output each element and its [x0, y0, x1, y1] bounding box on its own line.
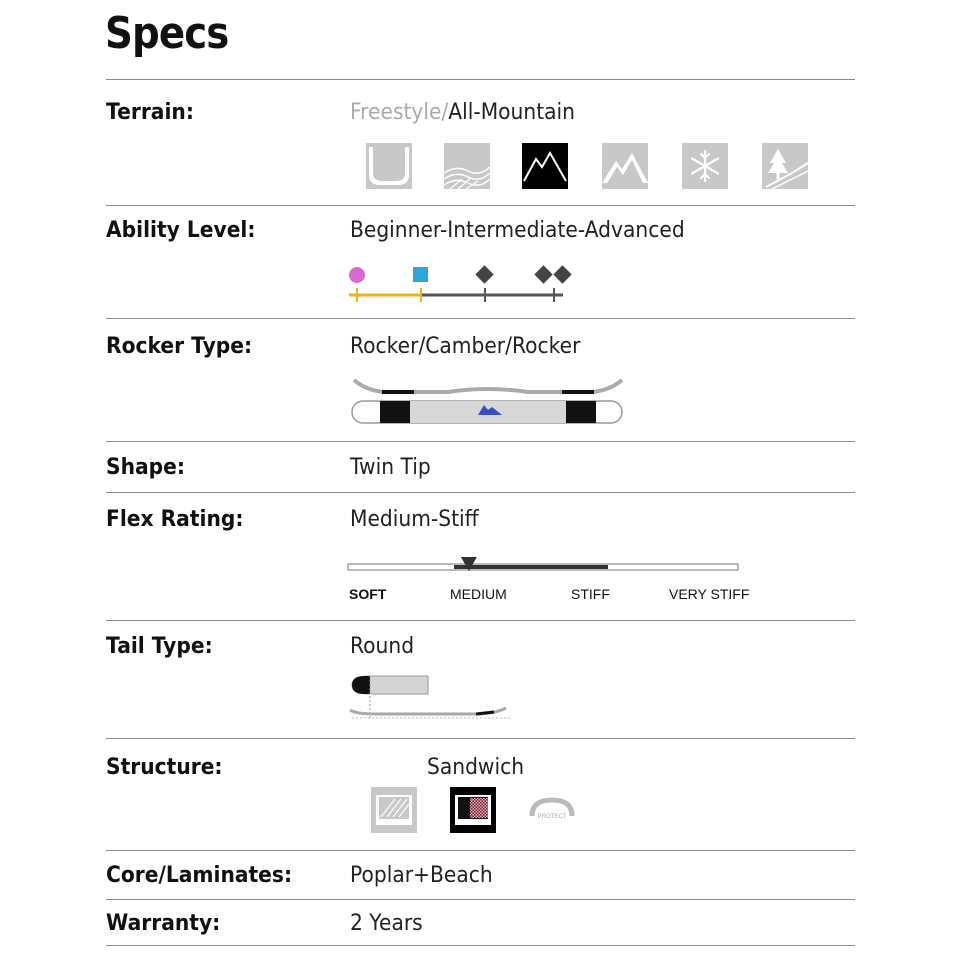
- divider: [106, 79, 855, 80]
- flex-scale-label-soft: SOFT: [349, 586, 387, 602]
- beginner-circle-icon: [349, 267, 365, 283]
- mountain-snow-icon: [602, 143, 648, 189]
- spec-label: Terrain:: [106, 100, 194, 125]
- spec-label: Structure:: [106, 755, 223, 780]
- rocker-profile-diagram: [348, 374, 628, 428]
- divider: [106, 492, 855, 493]
- spec-value: Poplar+Beach: [350, 863, 493, 888]
- spec-value: Medium-Stiff: [350, 507, 479, 532]
- spec-label: Warranty:: [106, 911, 221, 936]
- spec-value: Sandwich: [427, 755, 525, 780]
- spec-value: Rocker/Camber/Rocker: [350, 334, 581, 359]
- page-title: Specs: [105, 8, 229, 59]
- spec-label: Tail Type:: [106, 634, 213, 659]
- advanced-diamond-icon: [475, 265, 493, 283]
- intermediate-square-icon: [413, 267, 428, 282]
- flex-scale-label-stiff: STIFF: [571, 586, 610, 602]
- expert-double-diamond-icon: [534, 265, 571, 283]
- svg-text:PROTECT: PROTECT: [537, 814, 567, 820]
- divider: [106, 620, 855, 621]
- divider: [106, 318, 855, 319]
- spec-value: Round: [350, 634, 415, 659]
- all-mountain-icon: [522, 143, 568, 189]
- divider: [106, 441, 855, 442]
- park-icon: [366, 143, 412, 189]
- flex-scale-label-medium: MEDIUM: [450, 586, 507, 602]
- divider: [106, 945, 855, 946]
- spec-label: Flex Rating:: [106, 507, 244, 532]
- flex-scale-bar: [346, 556, 742, 576]
- protect-edge-icon: [526, 794, 578, 824]
- spec-value-inactive: Freestyle/: [350, 100, 449, 125]
- flex-scale-label-very-stiff: VERY STIFF: [669, 586, 750, 602]
- divider: [106, 850, 855, 851]
- divider: [106, 899, 855, 900]
- groomer-icon: [444, 143, 490, 189]
- divider: [106, 738, 855, 739]
- round-tail-diagram: [346, 672, 516, 722]
- spec-label: Shape:: [106, 455, 185, 480]
- spec-value: [350, 100, 575, 125]
- spec-value: 2 Years: [350, 911, 423, 936]
- powder-snowflake-icon: [682, 143, 728, 189]
- ability-level-scale: [345, 260, 575, 306]
- sandwich-structure-icon: [450, 787, 496, 833]
- spec-value: Beginner-Intermediate-Advanced: [350, 218, 685, 243]
- cap-structure-icon: [371, 787, 417, 833]
- spec-label: Rocker Type:: [106, 334, 253, 359]
- spec-label: Ability Level:: [106, 218, 256, 243]
- divider: [106, 205, 855, 206]
- tree-backcountry-icon: [762, 143, 808, 189]
- spec-value-active: All-Mountain: [448, 100, 576, 125]
- spec-value: Twin Tip: [350, 455, 431, 480]
- spec-label: Core/Laminates:: [106, 863, 293, 888]
